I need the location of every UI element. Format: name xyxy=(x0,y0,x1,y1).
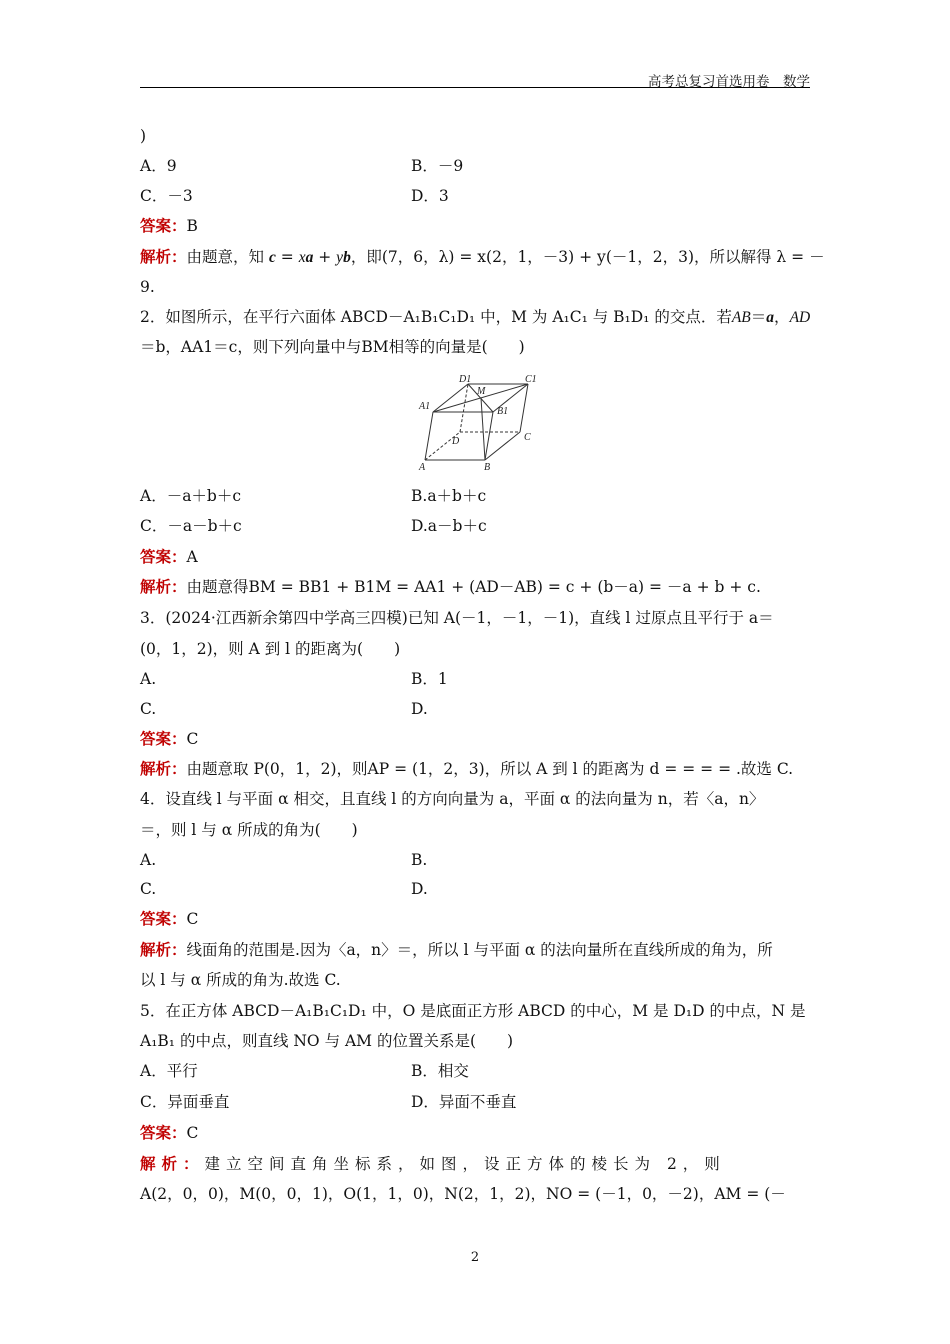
label-b: B xyxy=(484,462,491,472)
parallelepiped-figure xyxy=(415,372,545,472)
header-title: 高考总复习首选用卷 数学 xyxy=(648,74,810,90)
q5-stem-line1: 5．在正方体 ABCD－A₁B₁C₁D₁ 中，O 是底面正方形 ABCD 的中心，M 是 D₁D 的中点，N 是 xyxy=(140,1002,806,1020)
label-a: A xyxy=(419,462,426,472)
label-b1: B1 xyxy=(497,406,509,417)
q1-analysis-line1: 解析：由题意，知 c = xa + yb，即(7，6，λ) = x(2，1，－3) + y(－1，2，3)，所以解得 λ = － xyxy=(140,247,825,266)
q5-analysis-line2: A(2，0，0)，M(0，0，1)，O(1，1，0)，N(2，1，2)，NO = (－1，0，－2)，AM = (－ xyxy=(140,1185,786,1203)
analysis-text: 由题意得BM = BB1 + B1M = AA1 + (AD－AB) = c + (b－a) = －a + b + c. xyxy=(186,578,761,596)
answer-label: 答案： xyxy=(140,909,187,928)
page-number: 2 xyxy=(470,1250,480,1265)
answer-label: 答案： xyxy=(140,1123,187,1142)
label-m: M xyxy=(477,386,486,397)
q4-analysis-line2: 以 l 与 α 所成的角为.故选 C. xyxy=(140,971,341,989)
analysis-text: 建立空间直角坐标系，如图，设正方体的棱长为 2，则 xyxy=(204,1155,726,1173)
header-rule xyxy=(140,87,810,88)
answer-value: C xyxy=(186,730,199,748)
q4-option-b: B. xyxy=(411,851,428,869)
q4-analysis-line1 xyxy=(140,940,773,960)
q3-stem-line2: (0，1，2)，则 A 到 l 的距离为( ) xyxy=(140,640,401,658)
label-c1: C1 xyxy=(525,374,537,385)
answer-label: 答案： xyxy=(140,216,187,235)
q2-answer xyxy=(140,547,198,567)
math-expr: c xyxy=(268,249,276,266)
q1-analysis-line2: 9. xyxy=(140,278,155,296)
q5-analysis-line1 xyxy=(140,1154,726,1174)
analysis-label: 解析： xyxy=(140,1154,205,1173)
q5-option-a: A．平行 xyxy=(140,1062,198,1080)
q5-option-b: B．相交 xyxy=(411,1062,469,1080)
label-d1: D1 xyxy=(459,374,472,385)
analysis-text: 由题意取 P(0，1，2)，则AP = (1，2，3)，所以 A 到 l 的距离为 d = = = = .故选 C. xyxy=(186,760,794,778)
answer-value: B xyxy=(186,217,198,235)
q1-option-d: D．3 xyxy=(411,187,449,205)
q3-answer xyxy=(140,729,198,749)
answer-label: 答案： xyxy=(140,547,187,566)
q3-option-d: D. xyxy=(411,700,428,718)
analysis-text: 由题意，知 xyxy=(186,248,269,266)
q2-stem-text: 2．如图所示，在平行六面体 ABCD－A₁B₁C₁D₁ 中，M 为 A₁C₁ 与 B₁D₁ 的交点．若 xyxy=(140,308,732,326)
answer-value: A xyxy=(186,548,198,566)
answer-value: C xyxy=(186,910,199,928)
answer-value: C xyxy=(186,1124,199,1142)
q3-option-c: C. xyxy=(140,700,157,718)
q4-answer xyxy=(140,909,198,929)
q2-option-b: B.a＋b＋c xyxy=(411,487,487,505)
analysis-label: 解析： xyxy=(140,247,187,266)
analysis-text: 线面角的范围是.因为〈a，n〉＝，所以 l 与平面 α 的法向量所在直线所成的角为，所 xyxy=(186,941,773,959)
q1-option-a: A．9 xyxy=(140,157,177,175)
q1-answer xyxy=(140,216,198,236)
q4-option-c: C. xyxy=(140,880,157,898)
q4-option-a: A. xyxy=(140,851,157,869)
q5-option-d: D．异面不垂直 xyxy=(411,1093,517,1111)
q2-option-d: D.a－b＋c xyxy=(411,517,487,535)
q2-stem-line1: 2．如图所示，在平行六面体 ABCD－A₁B₁C₁D₁ 中，M 为 A₁C₁ 与 B₁D₁ 的交点．若AB＝a，AD xyxy=(140,308,811,326)
q1-option-b: B．－9 xyxy=(411,157,464,175)
q2-option-c: C．－a－b＋c xyxy=(140,517,242,535)
q4-option-d: D. xyxy=(411,880,428,898)
q5-answer xyxy=(140,1123,198,1143)
q3-analysis xyxy=(140,759,793,779)
q2-stem-line2: ＝b，AA1＝c，则下列向量中与BM相等的向量是( ) xyxy=(140,338,525,356)
q4-stem-line1: 4．设直线 l 与平面 α 相交，且直线 l 的方向向量为 a，平面 α 的法向量为 n，若〈a，n〉 xyxy=(140,790,765,808)
q5-stem-line2: A₁B₁ 的中点，则直线 NO 与 AM 的位置关系是( ) xyxy=(140,1032,514,1050)
q5-option-c: C．异面垂直 xyxy=(140,1093,230,1111)
q1-option-c: C．－3 xyxy=(140,187,193,205)
analysis-label: 解析： xyxy=(140,759,187,778)
q4-stem-line2: ＝，则 l 与 α 所成的角为( ) xyxy=(140,821,358,839)
label-d: D xyxy=(452,436,460,447)
q3-option-a: A. xyxy=(140,670,157,688)
label-c: C xyxy=(524,432,531,443)
q2-option-a: A．－a＋b＋c xyxy=(140,487,242,505)
analysis-text: ，即(7，6，λ) = x(2，1，－3) + y(－1，2，3)，所以解得 λ = － xyxy=(350,248,825,266)
analysis-label: 解析： xyxy=(140,577,187,596)
q3-stem-line1: 3．(2024·江西新余第四中学高三四模)已知 A(－1，－1，－1)，直线 l 过原点且平行于 a＝ xyxy=(140,609,774,627)
label-a1: A1 xyxy=(419,401,431,412)
analysis-label: 解析： xyxy=(140,940,187,959)
answer-label: 答案： xyxy=(140,729,187,748)
q1-stem-cont: ) xyxy=(140,127,147,145)
q3-option-b: B．1 xyxy=(411,670,448,688)
q2-analysis xyxy=(140,577,761,597)
